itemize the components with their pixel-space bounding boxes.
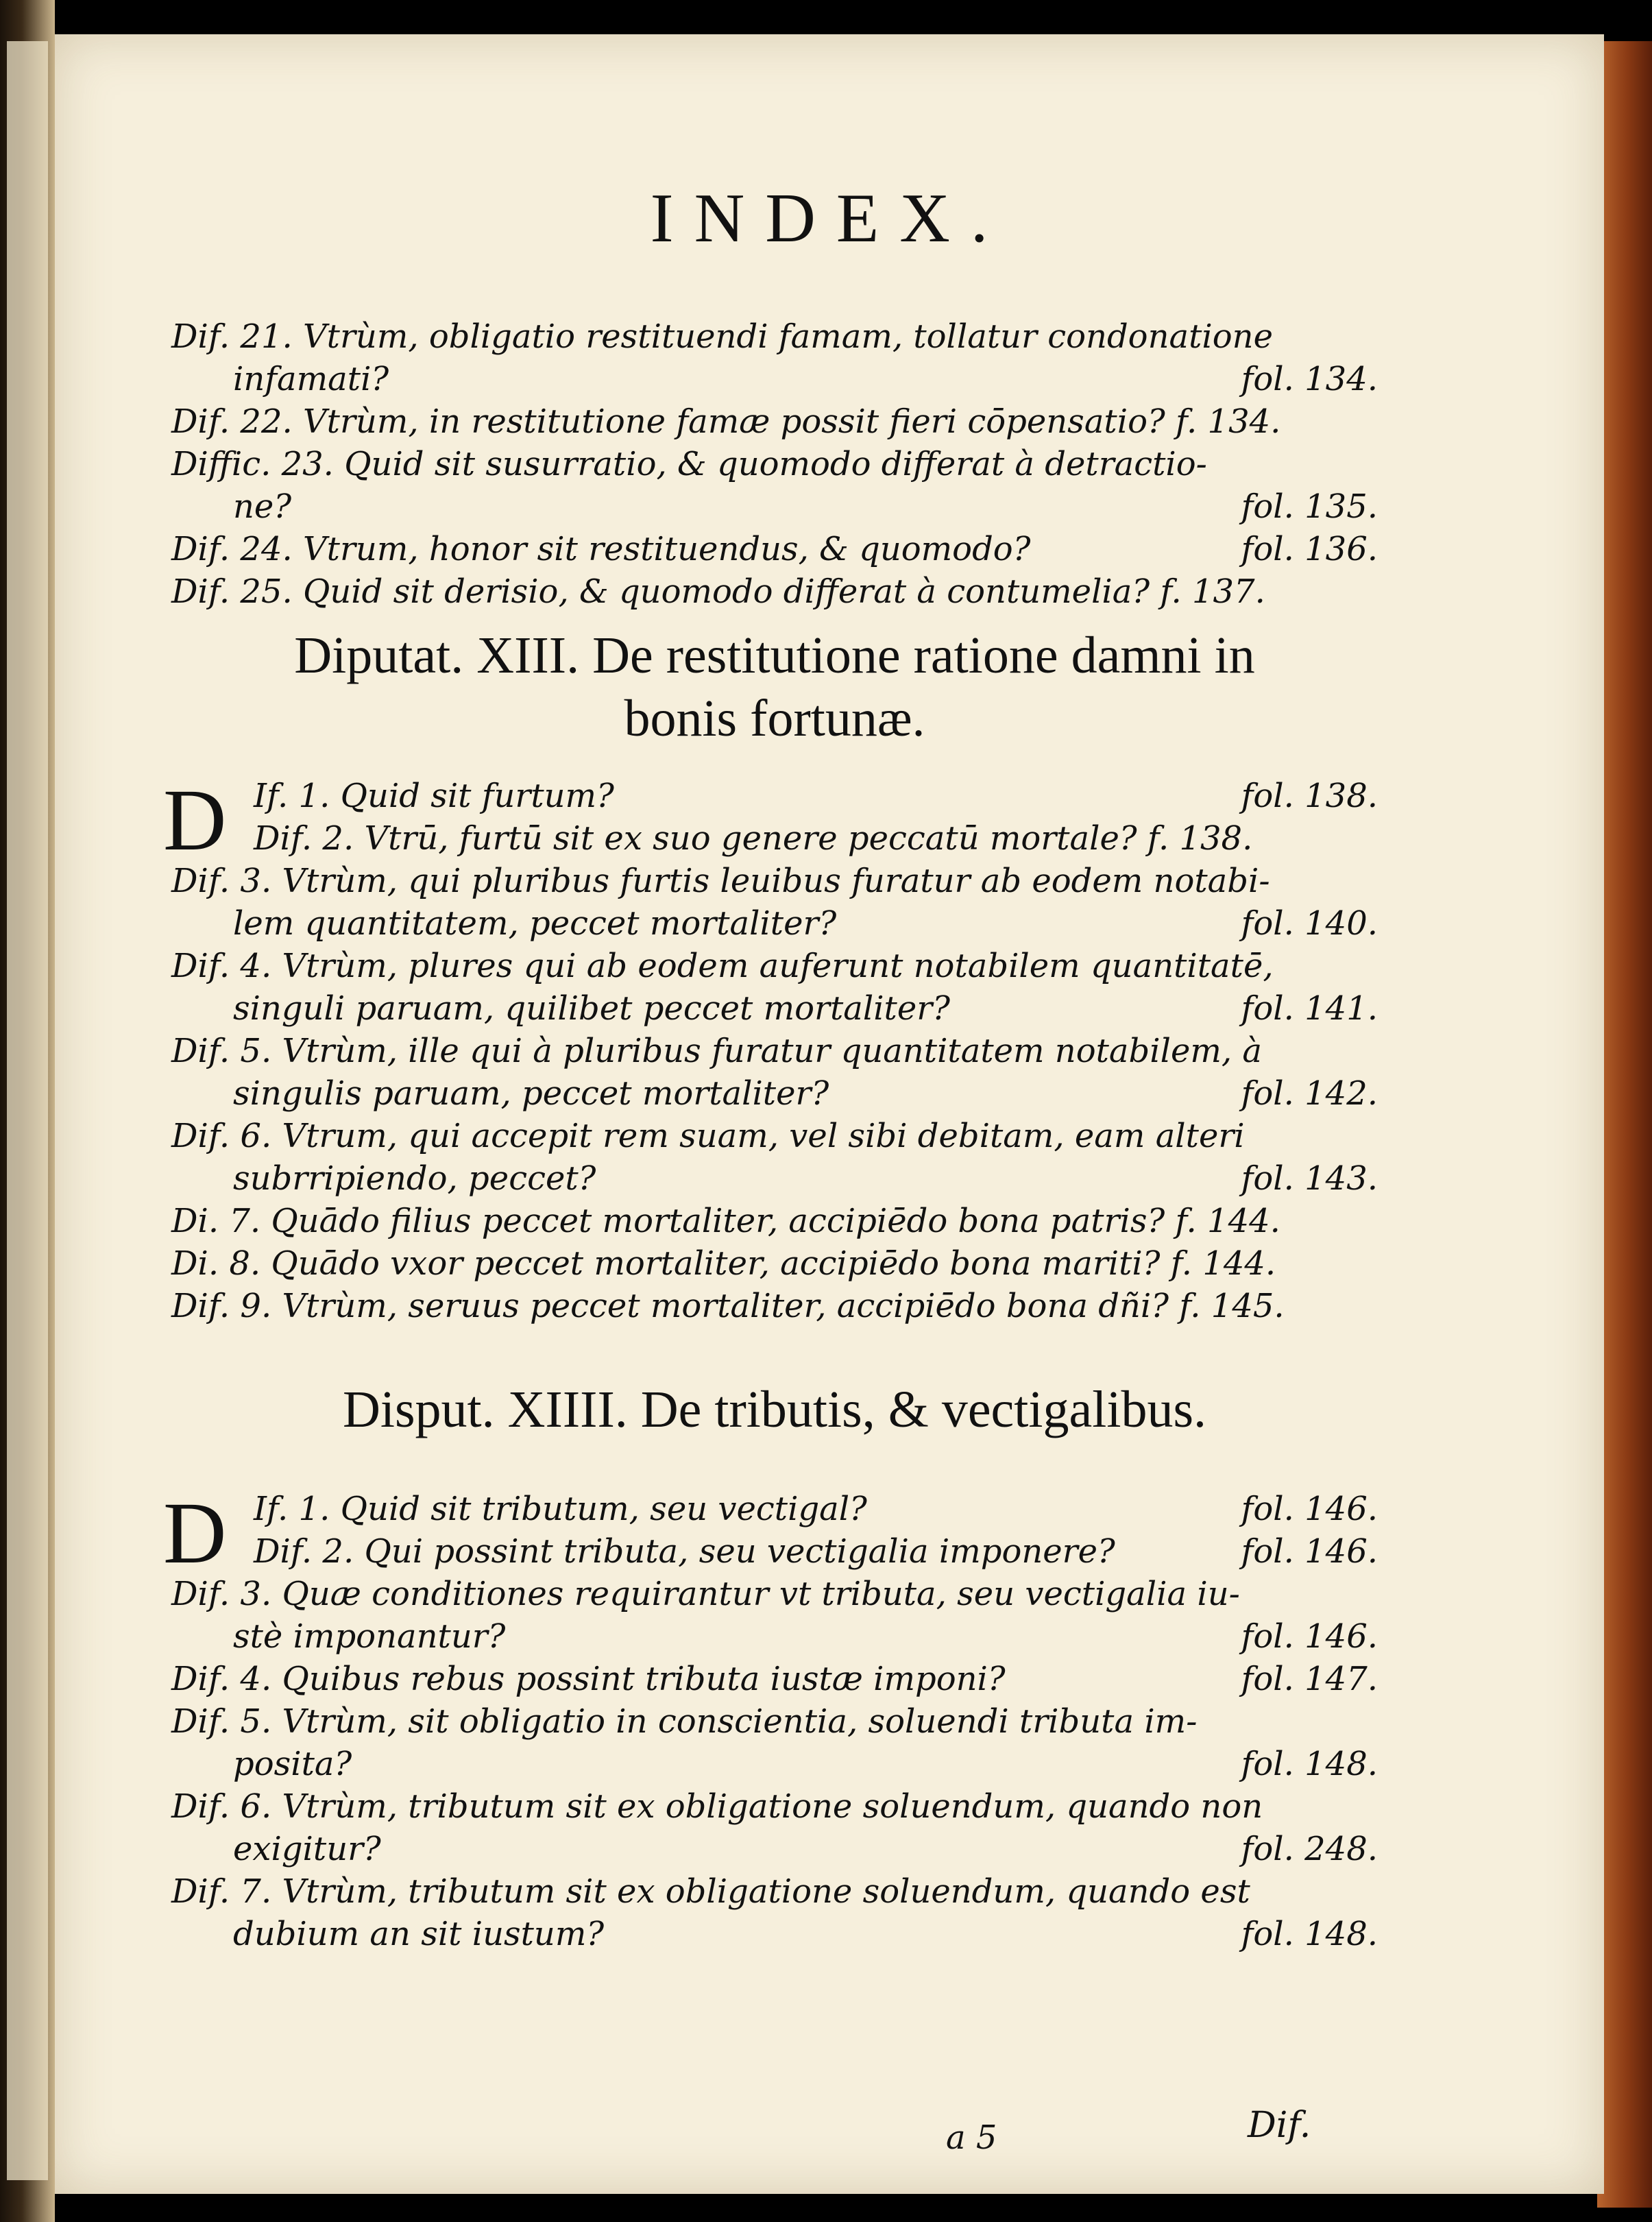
entry-text: Di. 8. Quādo vxor peccet mortaliter, accipiēdo bona mariti? f. 144. [171,1244,1276,1283]
index-entry-line [171,1530,1378,1573]
entry-folio: fol. 135. [1241,487,1378,526]
entry-folio: fol. 143. [1241,1159,1378,1198]
entry-folio: fol. 147. [1241,1660,1378,1698]
entry-text: Dif. 3. Quæ conditiones requirantur vt tributa, seu vectigalia iu- [171,1575,1240,1613]
entry-text: ne? [233,487,292,526]
entry-text: Dif. 2. Vtrū, furtū sit ex suo genere peccatū mortale? f. 138. [254,819,1253,858]
entry-text: Dif. 5. Vtrùm, sit obligatio in conscientia, soluendi tributa im- [171,1702,1198,1741]
index-entry-line [171,1072,1378,1115]
index-entry-line [171,817,1378,860]
index-entry-line [171,1157,1378,1200]
index-entry-line [171,400,1378,443]
index-entry-line [171,1913,1378,1955]
index-entry-line [171,1285,1378,1327]
index-entry-line [171,775,1378,817]
entry-text: lem quantitatem, peccet mortaliter? [233,904,837,943]
index-entry-line [171,1242,1378,1285]
disputation-heading-13 [171,624,1378,750]
entry-folio: fol. 146. [1241,1617,1378,1656]
entry-text: Dif. 5. Vtrùm, ille qui à pluribus furatur quantitatem notabilem, à [171,1032,1263,1070]
entry-text: Di. 7. Quādo filius peccet mortaliter, accipiēdo bona patris? f. 144. [171,1202,1280,1240]
book-page [55,34,1604,2194]
index-entry-line [171,485,1378,528]
entry-folio: fol. 140. [1241,904,1378,943]
index-entry-line [171,1488,1378,1530]
entry-text: exigitur? [233,1830,381,1868]
entry-text: Dif. 9. Vtrùm, seruus peccet mortaliter, accipiēdo bona dñi? f. 145. [171,1287,1285,1325]
entry-text: If. 1. Quid sit furtum? [254,777,614,815]
index-entry-line [171,945,1378,987]
entry-text: If. 1. Quid sit tributum, seu vectigal? [254,1490,867,1528]
signature-mark: a 5 [946,2118,997,2157]
drop-cap: D [163,1484,227,1582]
index-entry-line [171,358,1378,400]
heading-line-2: bonis fortunæ. [624,690,925,747]
entry-folio: fol. 248. [1241,1830,1378,1868]
entry-text: Dif. 22. Vtrùm, in restitutione famæ possit fieri cōpensatio? f. 134. [171,402,1281,441]
index-entry-line [171,315,1378,358]
drop-cap: D [163,771,227,869]
entry-folio: fol. 134. [1241,360,1378,398]
facing-page-edge [0,0,55,2222]
entry-text: infamati? [233,360,389,398]
entry-folio: fol. 141. [1241,989,1378,1028]
entry-text: Dif. 4. Vtrùm, plures qui ab eodem auferunt notabilem quantitatē, [171,947,1274,985]
page-fore-edge [1597,41,1652,2208]
index-entry-line [171,1030,1378,1072]
index-entry-line [171,987,1378,1030]
index-block-1 [171,315,1378,613]
index-entry-line [171,860,1378,902]
heading-line-1: Diputat. XIII. De restitutione ratione damni in [294,627,1255,684]
index-entry-line [171,1573,1378,1615]
entry-text: stè imponantur? [233,1617,506,1656]
disputation-heading-14 [171,1378,1378,1441]
index-entry-line [171,443,1378,485]
index-entry-line [171,528,1378,570]
catchword: Dif. [1248,2105,1311,2146]
entry-folio: fol. 138. [1241,777,1378,815]
index-entry-line [171,902,1378,945]
index-entry-line [171,1700,1378,1743]
entry-text: subrripiendo, peccet? [233,1159,596,1198]
entry-folio: fol. 148. [1241,1915,1378,1953]
entry-folio: fol. 142. [1241,1074,1378,1113]
index-entry-line [171,1115,1378,1157]
entry-text: Dif. 2. Qui possint tributa, seu vectigalia imponere? [254,1532,1115,1571]
page-header: INDEX. [650,180,1009,257]
entry-text: Dif. 6. Vtrùm, tributum sit ex obligatione soluendum, quando non [171,1787,1263,1826]
entry-folio: fol. 146. [1241,1532,1378,1571]
entry-text: Dif. 21. Vtrùm, obligatio restituendi famam, tollatur condonatione [171,317,1273,356]
index-entry-line [171,570,1378,613]
entry-text: Dif. 24. Vtrum, honor sit restituendus, & quomodo? [171,530,1031,568]
entry-text: Dif. 7. Vtrùm, tributum sit ex obligatione soluendum, quando est [171,1872,1250,1911]
entry-text: Dif. 3. Vtrùm, qui pluribus furtis leuibus furatur ab eodem notabi- [171,862,1270,900]
index-entry-line [171,1658,1378,1700]
entry-text: Dif. 6. Vtrum, qui accepit rem suam, vel sibi debitam, eam alteri [171,1117,1245,1155]
entry-folio: fol. 146. [1241,1490,1378,1528]
entry-text: Dif. 4. Quibus rebus possint tributa iustæ imponi? [171,1660,1006,1698]
entry-text: singuli paruam, quilibet peccet mortaliter? [233,989,950,1028]
index-entry-line [171,1743,1378,1785]
entry-text: posita? [233,1745,352,1783]
entry-text: dubium an sit iustum? [233,1915,605,1953]
index-block-3 [163,1484,1378,1955]
entry-folio: fol. 148. [1241,1745,1378,1783]
index-block-2 [163,771,1378,1327]
facing-page-sliver [7,41,48,2180]
entry-text: Dif. 25. Quid sit derisio, & quomodo differat à contumelia? f. 137. [171,572,1265,611]
heading-line-1: Disput. XIIII. De tributis, & vectigalibus. [342,1381,1207,1438]
entry-folio: fol. 136. [1241,530,1378,568]
index-entry-line [171,1200,1378,1242]
index-entry-line [171,1785,1378,1828]
entry-text: singulis paruam, peccet mortaliter? [233,1074,829,1113]
index-entry-line [171,1870,1378,1913]
index-entry-line [171,1615,1378,1658]
index-entry-line [171,1828,1378,1870]
entry-text: Diffic. 23. Quid sit susurratio, & quomodo differat à detractio- [171,445,1207,483]
